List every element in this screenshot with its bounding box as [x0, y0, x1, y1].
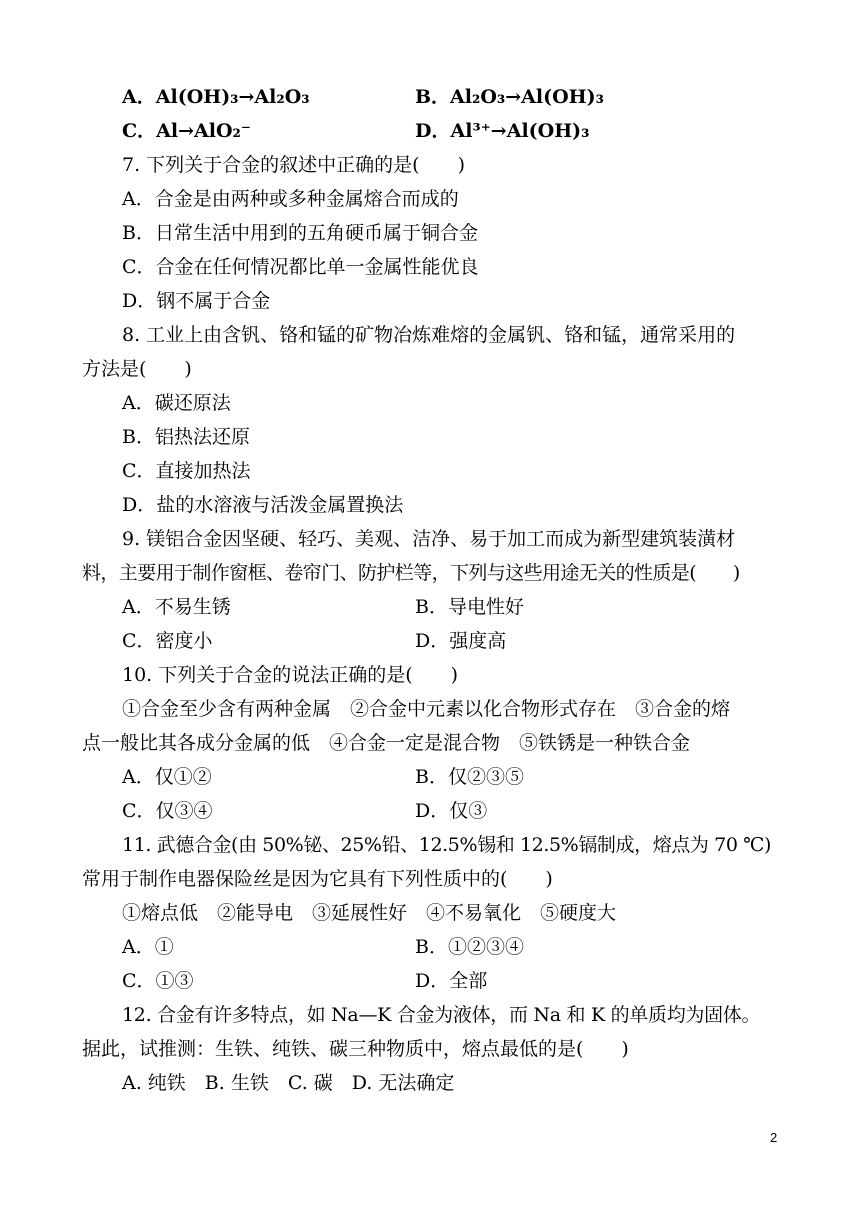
q11-option-a: A．①: [122, 936, 174, 958]
q8-option-b: B．铝热法还原: [122, 426, 250, 448]
q12-stem-line2: [0, 1032, 860, 1066]
q12-stem-1: 12. 合金有许多特点，如 Na—K 合金为液体，而 Na 和 K 的单质均为固体。: [122, 1004, 761, 1026]
q8-a-line: [0, 386, 860, 420]
q10-option-b: B．仅②③⑤: [415, 766, 524, 788]
q6-option-a: A．Al(OH)₃→Al₂O₃: [122, 86, 310, 108]
q9-stem-2: 料，主要用于制作窗框、卷帘门、防护栏等，下列与这些用途无关的性质是( ): [82, 562, 740, 584]
q7-b-line: [0, 216, 860, 250]
q7-option-b: B．日常生活中用到的五角硬币属于铜合金: [122, 222, 478, 244]
q7-stem: 7. 下列关于合金的叙述中正确的是( ): [122, 154, 465, 176]
q9-stem-1: 9. 镁铝合金因坚硬、轻巧、美观、洁净、易于加工而成为新型建筑装潢材: [122, 528, 736, 550]
q7-option-c: C．合金在任何情况都比单一金属性能优良: [122, 256, 479, 278]
q11-option-d: D．全部: [415, 970, 488, 992]
q8-stem-line1: [0, 318, 860, 352]
page-number: 2: [770, 1130, 778, 1145]
q12-options: A. 纯铁 B. 生铁 C. 碳 D. 无法确定: [122, 1072, 455, 1094]
q7-c-line: [0, 250, 860, 284]
q11-option-b: B．①②③④: [415, 936, 524, 958]
q11-stem-1: 11. 武德合金(由 50%铋、25%铅、12.5%锡和 12.5%镉制成，熔点为 70 ℃): [122, 834, 772, 856]
q9-row-cd: [0, 624, 860, 658]
q10-stem-line: [0, 658, 860, 692]
q7-option-a: A．合金是由两种或多种金属熔合而成的: [122, 188, 459, 210]
q8-c-line: [0, 454, 860, 488]
q10-stem: 10. 下列关于合金的说法正确的是( ): [122, 664, 459, 686]
q9-option-d: D．强度高: [415, 630, 507, 652]
q11-stem-line2: [0, 862, 860, 896]
q10-option-d: D．仅③: [415, 800, 488, 822]
q8-option-a: A．碳还原法: [122, 392, 231, 414]
q6-row-cd: [0, 114, 860, 148]
q9-option-c: C．密度小: [122, 630, 213, 652]
q10-option-c: C．仅③④: [122, 800, 213, 822]
q8-option-c: C．直接加热法: [122, 460, 251, 482]
q12-stem-2: 据此，试推测：生铁、纯铁、碳三种物质中，熔点最低的是( ): [82, 1038, 629, 1060]
q9-option-b: B．导电性好: [415, 596, 524, 618]
q11-stem-line1: [0, 828, 860, 862]
q11-items: ①熔点低 ②能导电 ③延展性好 ④不易氧化 ⑤硬度大: [122, 902, 617, 924]
q8-d-line: [0, 488, 860, 522]
q10-items-2: 点一般比其各成分金属的低 ④合金一定是混合物 ⑤铁锈是一种铁合金: [82, 732, 691, 754]
q11-row-ab: [0, 930, 860, 964]
q12-stem-line1: [0, 998, 860, 1032]
q7-a-line: [0, 182, 860, 216]
q11-row-cd: [0, 964, 860, 998]
q10-option-a: A．仅①②: [122, 766, 212, 788]
q11-items-line: [0, 896, 860, 930]
q9-option-a: A．不易生锈: [122, 596, 231, 618]
q11-stem-2: 常用于制作电器保险丝是因为它具有下列性质中的( ): [82, 868, 553, 890]
q6-row-ab: [0, 80, 860, 114]
q7-stem-line: [0, 148, 860, 182]
q10-items-line2: [0, 726, 860, 760]
q11-option-c: C．①③: [122, 970, 194, 992]
q9-row-ab: [0, 590, 860, 624]
q10-row-ab: [0, 760, 860, 794]
q7-d-line: [0, 284, 860, 318]
q6-option-b: B．Al₂O₃→Al(OH)₃: [415, 86, 604, 108]
q10-items-1: ①合金至少含有两种金属 ②合金中元素以化合物形式存在 ③合金的熔: [122, 698, 731, 720]
q12-options-line: [0, 1066, 860, 1100]
q6-option-c: C．Al→AlO₂⁻: [122, 120, 251, 142]
q8-option-d: D．盐的水溶液与活泼金属置换法: [122, 494, 404, 516]
q9-stem-line2: [0, 556, 860, 590]
q8-b-line: [0, 420, 860, 454]
q8-stem-2: 方法是( ): [82, 358, 192, 380]
q7-option-d: D．钢不属于合金: [122, 290, 271, 312]
q10-items-line1: [0, 692, 860, 726]
q6-option-d: D．Al³⁺→Al(OH)₃: [415, 120, 590, 142]
q8-stem-line2: [0, 352, 860, 386]
q10-row-cd: [0, 794, 860, 828]
q8-stem-1: 8. 工业上由含钒、铬和锰的矿物冶炼难熔的金属钒、铬和锰，通常采用的: [122, 324, 736, 346]
q9-stem-line1: [0, 522, 860, 556]
